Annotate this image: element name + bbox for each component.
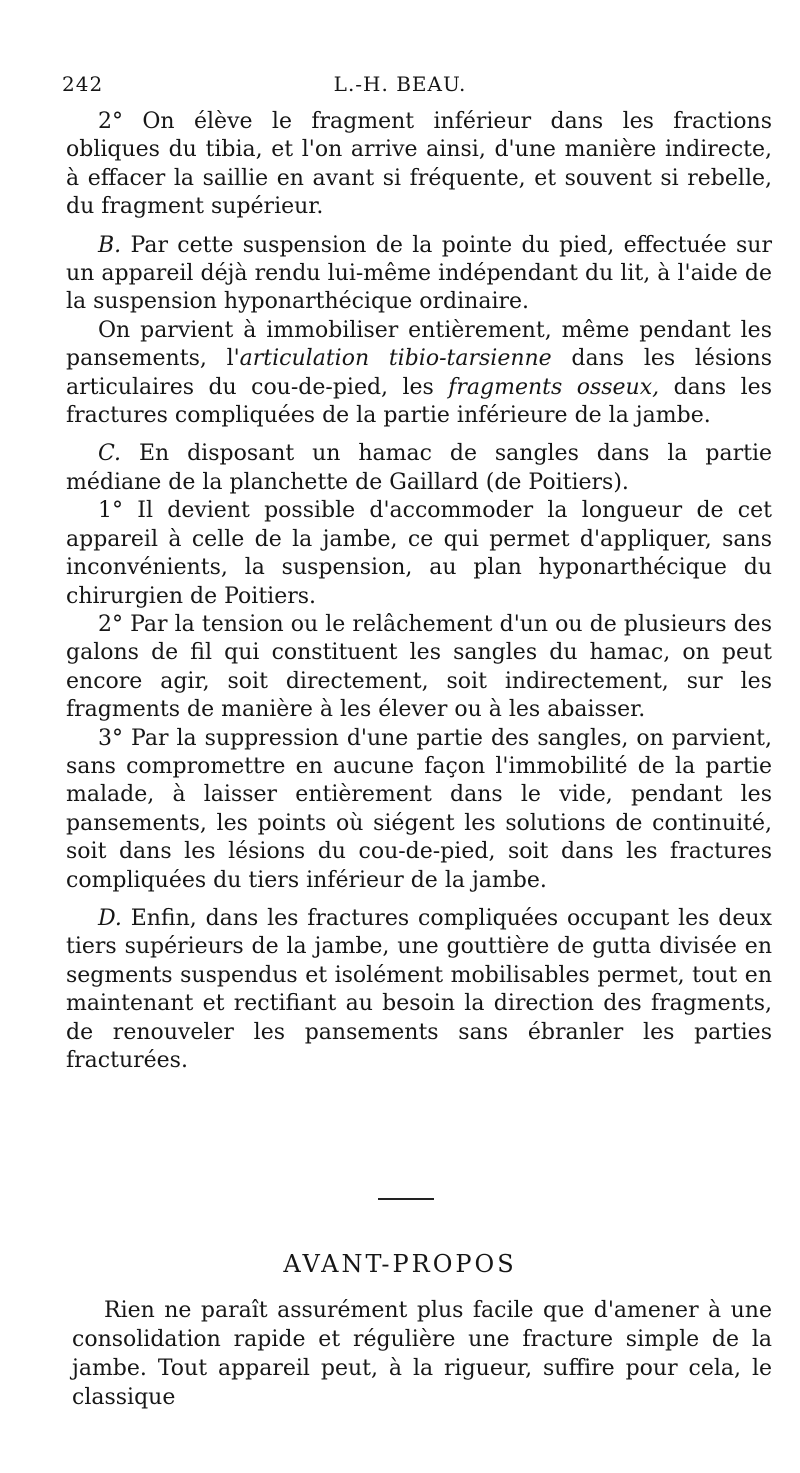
avant-propos-text (72, 1296, 772, 1412)
paragraph-b2-end: dans les fractures compliquées de la partie inférieure de la jambe. (66, 374, 772, 429)
paragraph-c (66, 440, 772, 497)
paragraph-b2-start: On parvient à immobiliser entièrement, même pendant les pansements, l' (66, 317, 772, 372)
section-label-d: D. (98, 905, 122, 931)
paragraph-c3: 3° Par la suppression d'une partie des sangles, on parvient, sans compromettre en aucune façon l'immobilité de la partie malade, à laisser entièrement dans le vide, pendant les pansements, les points où siégent les solutions de continuité, soit dans les lésions du cou-de-pied, soit dans les fractures compliquées du tiers inférieur de la jambe. (66, 725, 772, 893)
paragraph-c-text: En disposant un hamac de sangles dans la partie médiane de la planchette de Gaillard (de Poitiers). (66, 441, 772, 495)
paragraph-b-text: Par cette suspension de la pointe du pied, effectuée sur un appareil déjà rendu lui-même indépendant du lit, à l'aide de la suspension hyponarthécique ordinaire. (66, 232, 772, 315)
paragraph-d (66, 905, 772, 1075)
page-number: 242 (62, 72, 104, 96)
paragraph-b (66, 232, 772, 317)
emphasis-fragments: fragments osseux, (448, 374, 660, 400)
body-text (66, 108, 772, 1075)
paragraph-d-text: Enfin, dans les fractures compliquées occupant les deux tiers supérieurs de la jambe, une gouttière de gutta divisée en segments suspendus et isolément mobilisables permet, tout en maintenant et rectifiant au besoin la direction des fragments, de renouveler les pansements sans ébranler les parties fracturées. (66, 905, 772, 1073)
paragraph-b-immobilisation (66, 317, 772, 431)
section-label-b: B. (98, 232, 122, 258)
page-header (62, 72, 738, 102)
paragraph-c1: 1° Il devient possible d'accommoder la longueur de cet appareil à celle de la jambe, ce qui permet d'appliquer, sans inconvénients, la suspension, au plan hyponarthécique du chirurgien de Poitiers. (66, 498, 772, 609)
paragraph-c2: 2° Par la tension ou le relâchement d'un ou de plusieurs des galons de fil qui constituent les sangles du hamac, on peut encore agir, soit directement, soit indirectement, sur les fragments de manière à les élever ou à les abaisser. (66, 611, 772, 723)
paragraph-b2-mid: dans les lésions articulaires du cou-de-pied, les (66, 346, 772, 400)
avant-propos-paragraph: Rien ne paraît assurément plus facile que d'amener à une consolidation rapide et régulière une fracture simple de la jambe. Tout appareil peut, à la rigueur, suffire pour cela, le classique (72, 1298, 772, 1410)
section-label-c: C. (98, 441, 122, 467)
paragraph-2-elevation: 2° On élève le fragment inférieur dans les fractions obliques du tibia, et l'on arrive ainsi, d'une manière indirecte, à effacer la saillie en avant si fréquente, et souvent si rebelle, du fragment supérieur. (66, 109, 772, 220)
section-title: AVANT-PROPOS (283, 1250, 517, 1278)
emphasis-articulation: articulation tibio-tarsienne (239, 346, 552, 372)
running-head: L.-H. BEAU. (333, 72, 467, 96)
section-divider (378, 1198, 434, 1200)
